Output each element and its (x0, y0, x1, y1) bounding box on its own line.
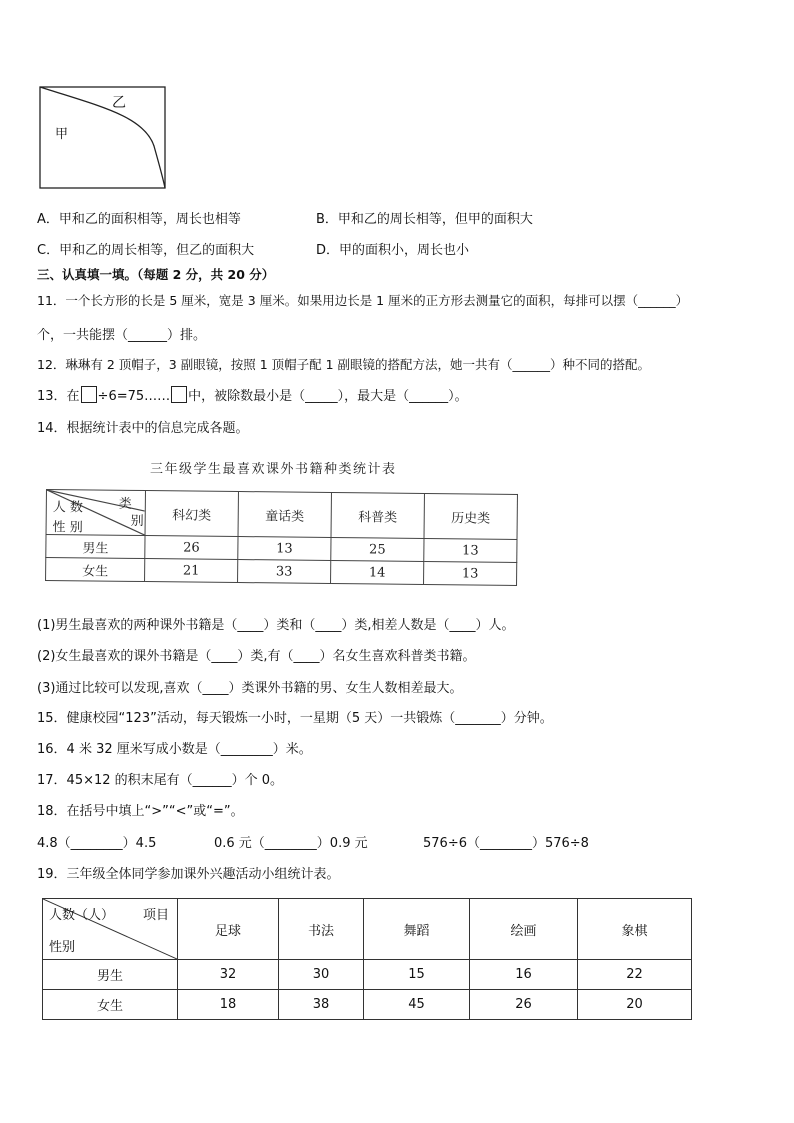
q19-header-item: 项目 (143, 908, 170, 923)
q19-cell: 16 (470, 960, 578, 990)
q14-text: 14．根据统计表中的信息完成各题。 (37, 421, 249, 436)
q14-cell: 13 (238, 537, 331, 561)
q14-header-bottom: 性 别 (52, 520, 83, 536)
table-row (43, 960, 692, 990)
q13-mid: ÷6=75…… (97, 389, 171, 404)
q14-cell: 33 (238, 560, 331, 584)
q19-table (42, 898, 692, 1020)
q13-text (37, 385, 468, 404)
q14-cell: 25 (331, 537, 424, 561)
shape-figure (39, 86, 167, 190)
q14-row1-label: 女生 (46, 558, 145, 582)
q19-col-2: 舞蹈 (364, 899, 470, 960)
q15-text: 15．健康校园“123”活动，每天锻炼一小时，一星期（5 天）一共锻炼（_______）分钟。 (37, 711, 553, 726)
q18-compare-3: 576÷6（________）576÷8 (423, 836, 589, 851)
q14-sub1: (1)男生最喜欢的两种课外书籍是（____）类和（____）类,相差人数是（____）人。 (37, 618, 515, 633)
q14-col-0: 科幻类 (145, 491, 238, 537)
q19-text: 19．三年级全体同学参加课外兴趣活动小组统计表。 (37, 867, 340, 882)
q14-sub3: (3)通过比较可以发现,喜欢（____）类课外书籍的男、女生人数相差最大。 (37, 681, 463, 696)
q18-compare-1: 4.8（________）4.5 (37, 836, 157, 851)
option-c: C．甲和乙的周长相等，但乙的面积大 (37, 243, 255, 258)
q19-diagonal-header (43, 899, 178, 960)
q14-cell: 13 (424, 538, 517, 562)
q19-cell: 22 (578, 960, 692, 990)
q19-cell: 38 (279, 990, 364, 1020)
q12-text: 12．琳琳有 2 顶帽子，3 副眼镜，按照 1 顶帽子配 1 副眼镜的搭配方法，她一共有（______）种不同的搭配。 (37, 357, 651, 372)
q14-header-top2: 别 (130, 513, 144, 530)
q14-cell: 14 (331, 560, 424, 584)
q14-header-top: 类 (118, 496, 132, 512)
q14-table (45, 489, 518, 586)
q18-compare-2: 0.6 元（________）0.9 元 (214, 836, 368, 851)
q14-cell: 21 (145, 559, 238, 583)
q19-row0-label: 男生 (43, 960, 178, 990)
table-row (43, 990, 692, 1020)
q14-col-2: 科普类 (331, 492, 424, 538)
q19-cell: 26 (470, 990, 578, 1020)
section-3-title: 三、认真填一填。（每题 2 分，共 20 分） (37, 267, 275, 282)
q14-col-1: 童话类 (238, 492, 331, 538)
q14-col-3: 历史类 (424, 493, 517, 539)
q19-header-people: 人数（人） (49, 908, 115, 923)
q13-suffix: 中，被除数最小是（_____），最大是（______）。 (188, 389, 468, 404)
q19-cell: 45 (364, 990, 470, 1020)
q19-col-4: 象棋 (578, 899, 692, 960)
label-jia: 甲 (55, 127, 69, 142)
q19-cell: 15 (364, 960, 470, 990)
q19-cell: 30 (279, 960, 364, 990)
q19-row1-label: 女生 (43, 990, 178, 1020)
option-d: D．甲的面积小，周长也小 (316, 243, 470, 258)
q19-cell: 20 (578, 990, 692, 1020)
q14-diagonal-header (46, 490, 145, 536)
q17-text: 17．45×12 的积末尾有（______）个 0。 (37, 773, 284, 788)
q16-text: 16．4 米 32 厘米写成小数是（________）米。 (37, 742, 312, 757)
q11-line1: 11．一个长方形的长是 5 厘米，宽是 3 厘米。如果用边长是 1 厘米的正方形去测量它的面积，每排可以摆（______） (37, 293, 689, 308)
q18-text: 18．在括号中填上“>”“<”或“=”。 (37, 804, 244, 819)
q13-prefix: 13．在 (37, 389, 80, 404)
blank-box-remainder (171, 386, 187, 403)
label-yi: 乙 (112, 95, 126, 111)
q14-sub2: (2)女生最喜欢的课外书籍是（____）类,有（____）名女生喜欢科普类书籍。 (37, 649, 476, 664)
q19-cell: 32 (178, 960, 279, 990)
option-a: A．甲和乙的面积相等，周长也相等 (37, 212, 241, 227)
blank-box-dividend (81, 386, 97, 403)
q19-col-1: 书法 (279, 899, 364, 960)
option-b: B．甲和乙的周长相等，但甲的面积大 (316, 212, 533, 227)
q14-row0-label: 男生 (46, 535, 145, 559)
q19-cell: 18 (178, 990, 279, 1020)
q19-col-0: 足球 (178, 899, 279, 960)
q19-header-gender: 性别 (49, 940, 76, 955)
q14-cell: 13 (424, 561, 517, 585)
q19-col-3: 绘画 (470, 899, 578, 960)
q14-cell: 26 (145, 536, 238, 560)
q11-line2: 个，一共能摆（______）排。 (37, 328, 207, 343)
table-row (46, 558, 517, 586)
q14-table-title: 三年级学生最喜欢课外书籍种类统计表 (150, 462, 397, 477)
q14-header-mid: 人 数 (52, 500, 84, 516)
